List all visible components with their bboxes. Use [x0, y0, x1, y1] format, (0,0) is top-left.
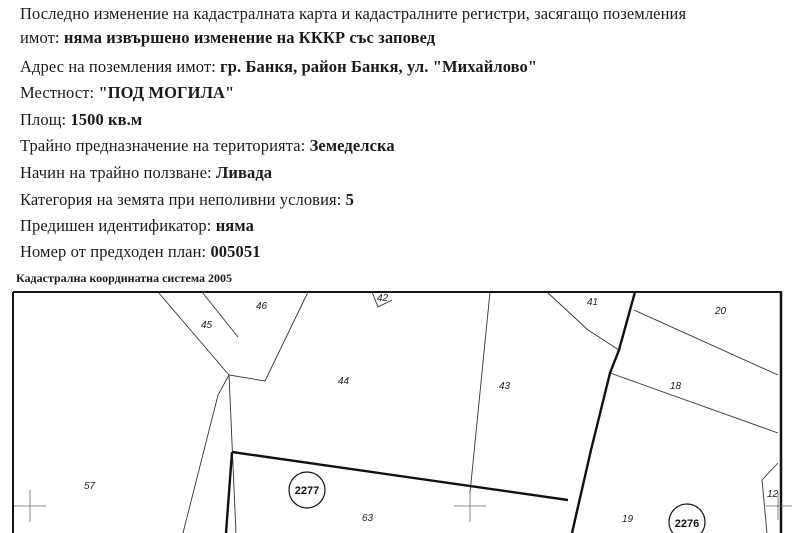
property-boundaries	[226, 292, 635, 533]
property-number-2277	[289, 472, 325, 508]
map-frame	[13, 292, 782, 533]
parcel-label: 44	[338, 376, 350, 387]
prev-plan-label: Номер от предходен план:	[20, 242, 207, 261]
prev-id-value: няма	[215, 216, 254, 235]
category-value: 5	[345, 190, 354, 209]
usage-value: Ливада	[215, 163, 273, 182]
parcel-label: 41	[587, 297, 599, 308]
parcel-label: 19	[622, 514, 634, 525]
usage-label: Начин на трайно ползване:	[20, 163, 212, 182]
purpose-value: Земеделска	[309, 136, 395, 155]
parcel-label: 46	[256, 301, 268, 312]
parcel-label: 45	[201, 320, 213, 331]
parcel-label: 18	[670, 381, 682, 392]
property-number-2276	[669, 504, 705, 533]
category-label: Категория на земята при неполивни условия:	[20, 190, 342, 209]
parcel-label: 12	[767, 489, 779, 500]
property-number-label: 2277	[294, 485, 320, 497]
locality-label: Местност:	[20, 83, 95, 102]
purpose-label: Трайно предназначение на територията:	[20, 136, 306, 155]
locality-value: "ПОД МОГИЛА"	[98, 83, 235, 102]
last-change-label: Последно изменение на кадастралната карта и кадастралните регистри, засягащо поземления	[20, 4, 687, 23]
parcel-label: 43	[499, 381, 511, 392]
parcel-boundaries	[158, 292, 778, 533]
property-number-label: 2276	[674, 518, 700, 530]
last-change-value: няма извършено изменение на КККР със заповед	[63, 28, 436, 47]
area-label: Площ:	[20, 110, 67, 129]
address-value: гр. Банкя, район Банкя, ул. "Михайлово"	[220, 57, 538, 76]
map-title: Кадастрална координатна система 2005	[16, 271, 232, 285]
parcel-label: 63	[362, 513, 374, 524]
prev-plan-value: 005051	[210, 242, 261, 261]
parcel-label: 20	[715, 306, 727, 317]
prev-id-label: Предишен идентификатор:	[20, 216, 212, 235]
parcel-label: 57	[84, 481, 96, 492]
area-value: 1500 кв.м	[70, 110, 143, 129]
last-change-label-cont: имот:	[20, 28, 60, 47]
parcel-label: 42	[377, 293, 389, 304]
address-label: Адрес на поземления имот:	[20, 57, 216, 76]
